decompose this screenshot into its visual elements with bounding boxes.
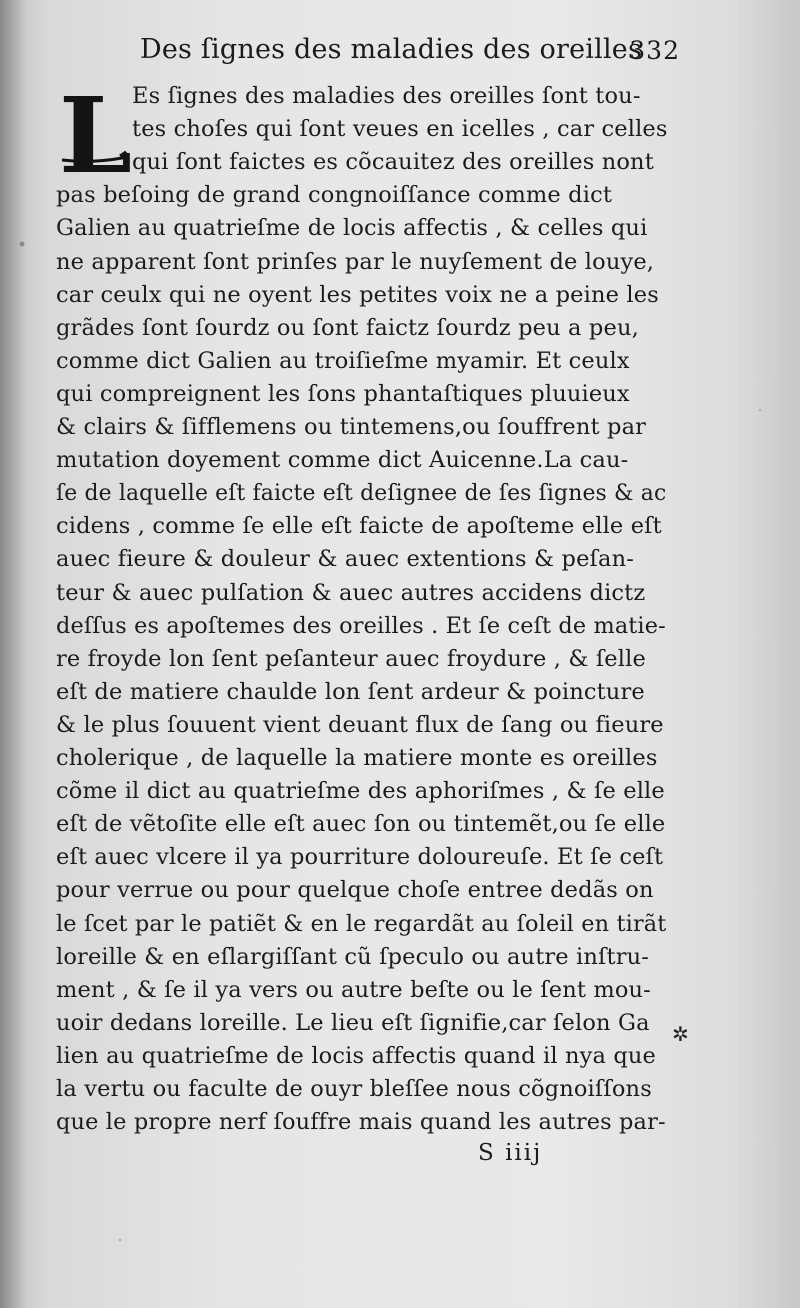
text-line: & le plus ſouuent vient deuant flux de ſang ou fieure <box>56 711 664 738</box>
text-line: qui compreignent les ſons phantaſtiques pluuieux <box>56 380 630 407</box>
text-line: ne apparent ſont prinſes par le nuyſement de louye, <box>56 248 655 275</box>
text-line: le ſcet par le patiẽt & en le regardãt au ſoleil en tirãt <box>56 910 667 937</box>
text-line: teur & auec pulſation & auec autres accidens dictz <box>56 579 646 606</box>
text-line: deſſus es apoſtemes des oreilles . Et ſe ceſt de matie- <box>56 612 666 639</box>
text-line: auec fieure & douleur & auec extentions & peſan- <box>56 546 634 573</box>
signature-catchword: S iiij <box>478 1140 543 1166</box>
text-line: lien au quatrieſme de locis affectis quand il nya que <box>56 1042 657 1069</box>
gutter-shadow <box>0 0 26 1308</box>
text-line: eſt de vẽtoſite elle eſt auec ſon ou tintemẽt,ou ſe elle <box>56 811 666 838</box>
text-line: Galien au quatrieſme de locis affectis , & celles qui <box>56 215 648 242</box>
margin-mark-icon: ✲ <box>672 1022 689 1046</box>
text-line: Es ſignes des maladies des oreilles ſont tou- <box>132 83 641 109</box>
text-line: ment , & ſe il ya vers ou autre beſte ou le ſent mou- <box>56 976 651 1003</box>
text-line: comme dict Galien au troiſieſme myamir. Et ceulx <box>56 347 630 374</box>
running-title: Des ſignes des maladies des oreilles <box>140 34 643 65</box>
text-line: grãdes ſont ſourdz ou ſont faictz ſourdz peu a peu, <box>56 314 639 341</box>
text-line: la vertu ou faculte de ouyr bleſſee nous cõgnoiſſons <box>56 1076 652 1102</box>
decorated-initial <box>59 74 133 197</box>
page-number: 332 <box>629 36 680 65</box>
text-line: eſt auec vlcere il ya pourriture doloureuſe. Et ſe ceſt <box>56 844 664 871</box>
text-line: car ceulx qui ne oyent les petites voix ne a peine les <box>56 281 659 308</box>
text-line: pour verrue ou pour quelque choſe entree dedãs on <box>56 877 654 904</box>
text-line: cidens , comme ſe elle eſt faicte de apoſteme elle eſt <box>56 513 662 540</box>
text-line: cõme il dict au quatrieſme des aphoriſmes , & ſe elle <box>56 778 665 805</box>
initial-letter: L <box>59 74 133 197</box>
text-line: re froyde lon ſent peſanteur auec froydure , & ſelle <box>56 645 646 672</box>
text-line: mutation doyement comme dict Auicenne.La cau- <box>56 447 629 474</box>
text-line: & clairs & ſifflemens ou tintemens,ou ſouffrent par <box>56 414 647 440</box>
text-line: pas beſoing de grand congnoiſſance comme dict <box>56 182 613 209</box>
text-line: ſe de laquelle eſt faicte eſt deſignee de ſes ſignes & ac <box>56 480 667 507</box>
text-line: loreille & en eſlargiſſant cũ ſpeculo ou autre inſtru- <box>56 943 650 970</box>
text-line: eſt de matiere chaulde lon ſent ardeur & poincture <box>56 678 645 705</box>
initial-flourish-icon <box>60 144 130 166</box>
text-line: cholerique , de laquelle la matiere monte es oreilles <box>56 745 658 771</box>
page-header <box>140 30 680 74</box>
text-line: uoir dedans loreille. Le lieu eſt ſignifie,car ſelon Ga <box>56 1009 650 1036</box>
text-line: qui ſont faictes es cõcauitez des oreilles nont <box>132 149 654 176</box>
text-line: que le propre nerf ſouffre mais quand les autres par- <box>56 1109 666 1136</box>
text-line: tes choſes qui ſont veues en icelles , car celles <box>132 116 668 143</box>
